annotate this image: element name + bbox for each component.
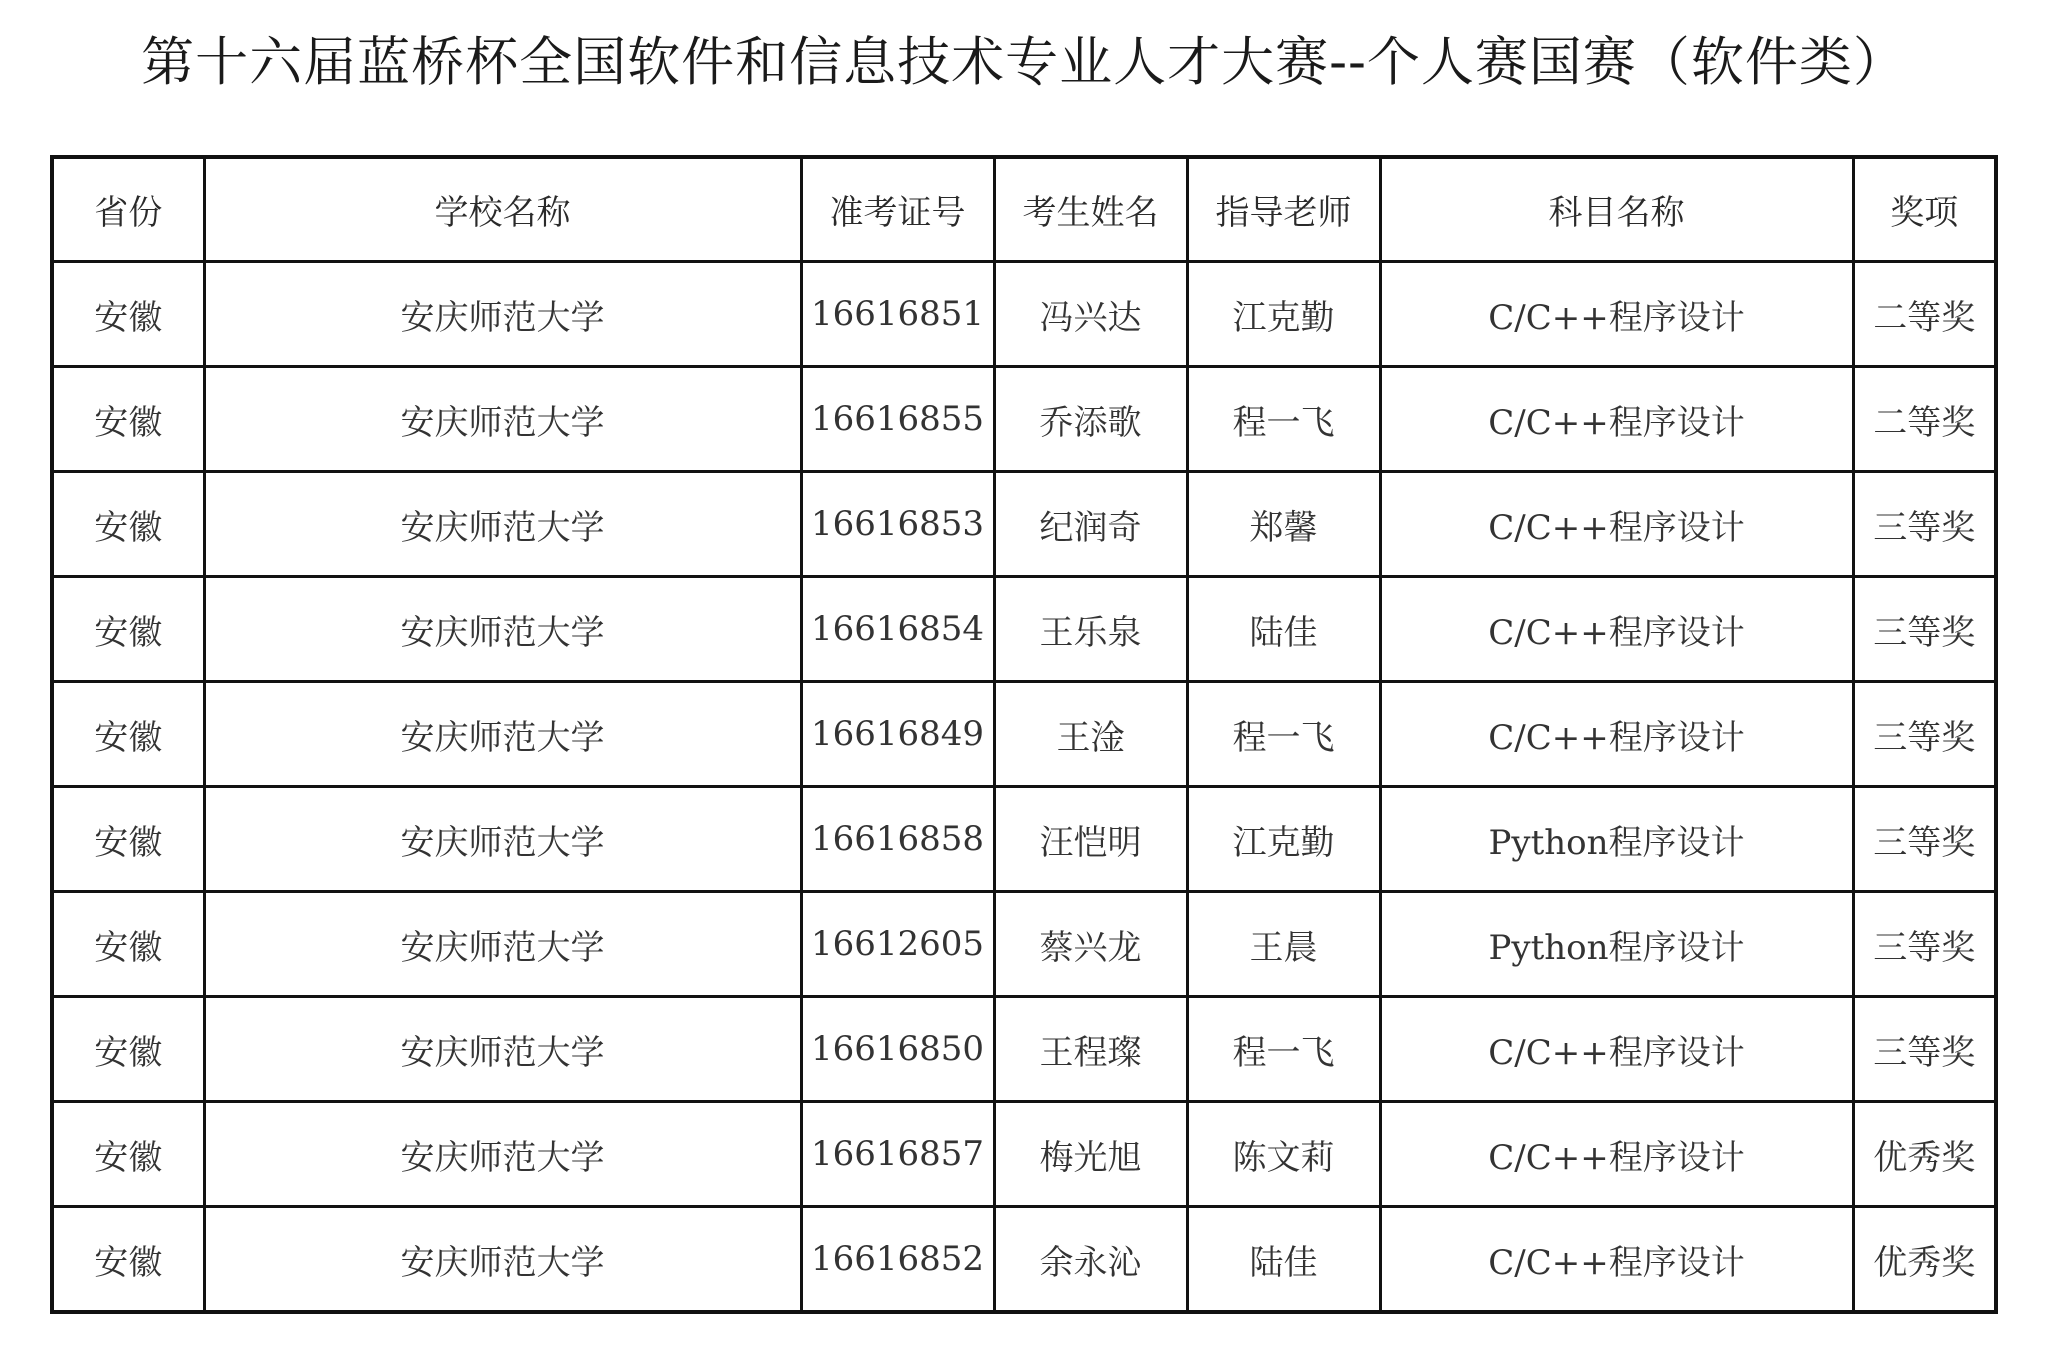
- student-name-cell: 王乐泉: [994, 577, 1187, 682]
- subject-cell: C/C++程序设计: [1380, 1102, 1853, 1207]
- table-row: [52, 787, 1996, 892]
- province-cell: 安徽: [52, 1102, 204, 1207]
- table-row: [52, 1102, 1996, 1207]
- subject-cell: C/C++程序设计: [1380, 472, 1853, 577]
- award-table: [50, 155, 1998, 1314]
- advisor-cell: 江克勤: [1187, 262, 1380, 367]
- province-cell: 安徽: [52, 472, 204, 577]
- advisor-cell: 程一飞: [1187, 367, 1380, 472]
- student-name-cell: 蔡兴龙: [994, 892, 1187, 997]
- school-cell: 安庆师范大学: [204, 577, 801, 682]
- school-cell: 安庆师范大学: [204, 997, 801, 1102]
- exam-id-cell: 16616849: [801, 682, 994, 787]
- school-cell: 安庆师范大学: [204, 682, 801, 787]
- award-cell: 二等奖: [1853, 262, 1996, 367]
- table-row: [52, 577, 1996, 682]
- exam-id-cell: 16616857: [801, 1102, 994, 1207]
- province-cell: 安徽: [52, 1207, 204, 1313]
- subject-cell: C/C++程序设计: [1380, 1207, 1853, 1313]
- school-cell: 安庆师范大学: [204, 892, 801, 997]
- table-row: [52, 472, 1996, 577]
- exam-id-cell: 16616854: [801, 577, 994, 682]
- table-row: [52, 367, 1996, 472]
- award-cell: 二等奖: [1853, 367, 1996, 472]
- student-name-cell: 王淦: [994, 682, 1187, 787]
- header-exam-id: 准考证号: [801, 157, 994, 262]
- award-cell: 三等奖: [1853, 472, 1996, 577]
- header-award: 奖项: [1853, 157, 1996, 262]
- province-cell: 安徽: [52, 262, 204, 367]
- table-row: [52, 1207, 1996, 1313]
- award-cell: 三等奖: [1853, 577, 1996, 682]
- award-cell: 三等奖: [1853, 997, 1996, 1102]
- province-cell: 安徽: [52, 787, 204, 892]
- subject-cell: C/C++程序设计: [1380, 997, 1853, 1102]
- school-cell: 安庆师范大学: [204, 787, 801, 892]
- student-name-cell: 王程璨: [994, 997, 1187, 1102]
- table-header-row: [52, 157, 1996, 262]
- student-name-cell: 纪润奇: [994, 472, 1187, 577]
- award-cell: 三等奖: [1853, 892, 1996, 997]
- student-name-cell: 乔添歌: [994, 367, 1187, 472]
- school-cell: 安庆师范大学: [204, 472, 801, 577]
- school-cell: 安庆师范大学: [204, 1102, 801, 1207]
- province-cell: 安徽: [52, 892, 204, 997]
- award-cell: 优秀奖: [1853, 1207, 1996, 1313]
- school-cell: 安庆师范大学: [204, 1207, 801, 1313]
- table-row: [52, 997, 1996, 1102]
- table-body: [52, 262, 1996, 1313]
- subject-cell: C/C++程序设计: [1380, 577, 1853, 682]
- advisor-cell: 江克勤: [1187, 787, 1380, 892]
- province-cell: 安徽: [52, 577, 204, 682]
- award-cell: 优秀奖: [1853, 1102, 1996, 1207]
- advisor-cell: 陈文莉: [1187, 1102, 1380, 1207]
- header-subject: 科目名称: [1380, 157, 1853, 262]
- exam-id-cell: 16616850: [801, 997, 994, 1102]
- exam-id-cell: 16612605: [801, 892, 994, 997]
- header-school: 学校名称: [204, 157, 801, 262]
- exam-id-cell: 16616851: [801, 262, 994, 367]
- province-cell: 安徽: [52, 682, 204, 787]
- subject-cell: C/C++程序设计: [1380, 262, 1853, 367]
- subject-cell: C/C++程序设计: [1380, 367, 1853, 472]
- advisor-cell: 郑馨: [1187, 472, 1380, 577]
- subject-cell: Python程序设计: [1380, 787, 1853, 892]
- advisor-cell: 陆佳: [1187, 577, 1380, 682]
- student-name-cell: 冯兴达: [994, 262, 1187, 367]
- school-cell: 安庆师范大学: [204, 262, 801, 367]
- province-cell: 安徽: [52, 997, 204, 1102]
- advisor-cell: 王晨: [1187, 892, 1380, 997]
- exam-id-cell: 16616852: [801, 1207, 994, 1313]
- header-student-name: 考生姓名: [994, 157, 1187, 262]
- advisor-cell: 程一飞: [1187, 682, 1380, 787]
- subject-cell: C/C++程序设计: [1380, 682, 1853, 787]
- student-name-cell: 梅光旭: [994, 1102, 1187, 1207]
- school-cell: 安庆师范大学: [204, 367, 801, 472]
- table-row: [52, 682, 1996, 787]
- header-advisor: 指导老师: [1187, 157, 1380, 262]
- exam-id-cell: 16616853: [801, 472, 994, 577]
- table-row: [52, 892, 1996, 997]
- advisor-cell: 陆佳: [1187, 1207, 1380, 1313]
- student-name-cell: 汪恺明: [994, 787, 1187, 892]
- document-title: 第十六届蓝桥杯全国软件和信息技术专业人才大赛--个人赛国赛（软件类）: [141, 32, 1907, 93]
- header-province: 省份: [52, 157, 204, 262]
- exam-id-cell: 16616858: [801, 787, 994, 892]
- award-cell: 三等奖: [1853, 682, 1996, 787]
- table-row: [52, 262, 1996, 367]
- province-cell: 安徽: [52, 367, 204, 472]
- exam-id-cell: 16616855: [801, 367, 994, 472]
- student-name-cell: 余永沁: [994, 1207, 1187, 1313]
- subject-cell: Python程序设计: [1380, 892, 1853, 997]
- award-cell: 三等奖: [1853, 787, 1996, 892]
- advisor-cell: 程一飞: [1187, 997, 1380, 1102]
